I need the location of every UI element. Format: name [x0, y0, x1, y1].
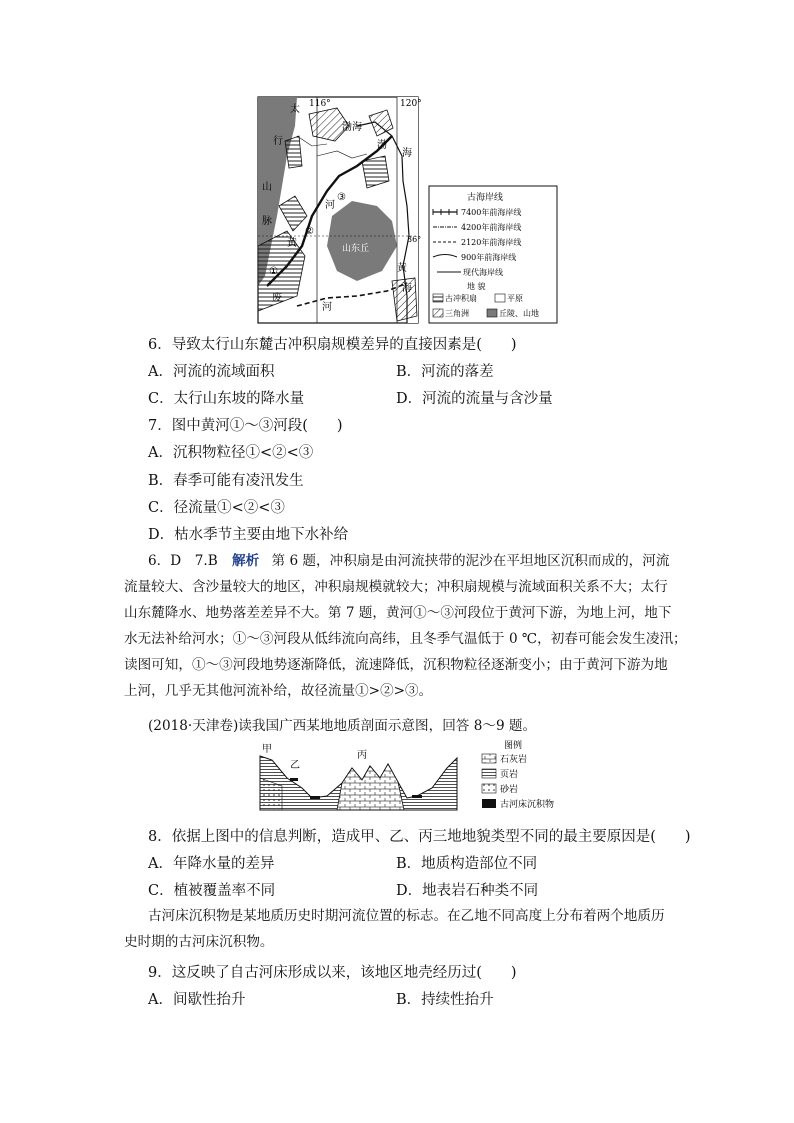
- question-7-stem: 7．图中黄河①～③河段( ): [148, 418, 343, 434]
- question-9-context: [124, 903, 672, 955]
- legend-item: 2120年前海岸线: [461, 238, 522, 247]
- profile-legend-title: 图例: [504, 741, 523, 751]
- question-7-option-b[interactable]: B．春季可能有凌汛发生: [148, 473, 304, 489]
- landform-item: 三角洲: [445, 309, 469, 318]
- place-label: 脉: [262, 216, 272, 227]
- legend-title: 古海岸线: [467, 193, 504, 203]
- question-7-option-a[interactable]: A．沉积物粒径①<②<③: [148, 445, 314, 461]
- place-label: 黄: [397, 263, 407, 274]
- question-8-option-a[interactable]: A．年降水量的差异: [148, 856, 275, 872]
- legend-item: 900年前海岸线: [461, 253, 517, 262]
- question-6-stem: 6．导致太行山东麓古冲积扇规模差异的直接因素是( ): [148, 337, 517, 353]
- river-marker-1: ①: [269, 266, 278, 277]
- profile-legend-item: 页岩: [500, 770, 519, 780]
- place-label: 渤海: [342, 122, 362, 133]
- place-label: 太: [290, 104, 300, 115]
- profile-legend-item: 古河床沉积物: [500, 800, 555, 810]
- lon-label-120: 120°: [400, 99, 422, 109]
- analysis-label: 解析: [232, 553, 260, 569]
- place-label: 海: [402, 283, 412, 294]
- legend-item: 7400年前海岸线: [461, 208, 522, 217]
- river-marker-2: ②: [305, 226, 314, 237]
- profile-label-jia: 甲: [262, 744, 272, 755]
- question-8-stem: 8．依据上图中的信息判断，造成甲、乙、丙三地地貌类型不同的最主要原因是( ): [148, 829, 691, 845]
- place-label: 河: [325, 200, 335, 211]
- profile-legend-item: 石灰岩: [500, 755, 528, 765]
- geology-profile-figure: [252, 738, 582, 816]
- legend-item: 现代海岸线: [463, 268, 503, 277]
- profile-legend-item: 砂岩: [500, 785, 519, 795]
- landform-title: 地 貌: [467, 282, 486, 291]
- question-8-option-d[interactable]: D．地表岩石种类不同: [396, 883, 539, 899]
- geology-map-figure: [257, 96, 561, 328]
- profile-label-bing: 丙: [357, 750, 367, 761]
- context-line: 古河床沉积物是某地质历史时期河流位置的标志。在乙地不同高度上分布着两个地质历: [148, 908, 665, 924]
- landform-item: 古冲积扇: [445, 294, 477, 303]
- question-6-option-b[interactable]: B．河流的落差: [396, 364, 494, 380]
- lat-label-36: 36°: [407, 235, 422, 244]
- landform-item: 丘陵、山地: [499, 309, 539, 318]
- place-label: 废: [272, 293, 282, 304]
- river-marker-3: ③: [337, 192, 346, 203]
- explanation-line: 山东麓降水、地势落差差异不大。第 7 题，黄河①～③河段位于黄河下游，为地上河，地下: [124, 605, 672, 621]
- answer-key: 6．D 7.B: [148, 553, 218, 569]
- section-intro: (2018·天津卷)读我国广西某地地质剖面示意图，回答 8～9 题。: [148, 718, 537, 734]
- explanation-line: 水无法补给河水；①～③河段从低纬流向高纬，且冬季气温低于 0 ℃，初春可能会发生凌汛；: [124, 631, 687, 647]
- question-6-option-a[interactable]: A．河流的流域面积: [148, 364, 275, 380]
- place-label: 黄: [287, 238, 297, 249]
- place-label: 渤: [377, 140, 387, 151]
- explanation-line: 读图可知，①～③河段地势逐渐降低，流速降低，沉积物粒径逐渐变小；由于黄河下游为地: [124, 657, 668, 673]
- landform-item: 平原: [507, 294, 523, 303]
- question-9-option-b[interactable]: B．持续性抬升: [396, 992, 494, 1008]
- question-9-stem: 9．这反映了自古河床形成以来，该地区地壳经历过( ): [148, 965, 517, 981]
- profile-label-yi: 乙: [290, 760, 300, 771]
- question-9-option-a[interactable]: A．间歇性抬升: [148, 992, 246, 1008]
- question-8-option-b[interactable]: B．地质构造部位不同: [396, 856, 538, 872]
- place-label: 山: [262, 182, 272, 193]
- question-7-option-d[interactable]: D．枯水季节主要由地下水补给: [148, 527, 349, 543]
- place-label: 行: [273, 136, 283, 147]
- place-label: 河: [322, 302, 332, 313]
- place-label: 海: [402, 148, 412, 159]
- question-8-option-c[interactable]: C．植被覆盖率不同: [148, 883, 276, 899]
- explanation-line: 上河，几乎无其他河流补给，故径流量①>②>③。: [124, 683, 433, 699]
- lon-label-116: 116°: [309, 99, 331, 109]
- answer-explanation: [124, 548, 687, 704]
- context-line: 史时期的古河床沉积物。: [124, 934, 274, 950]
- explanation-line: 流量较大、含沙量较大的地区，冲积扇规模就较大；冲积扇规模与流域面积关系不大；太行: [124, 579, 668, 595]
- place-label: 山东丘: [342, 244, 370, 254]
- question-6-option-d[interactable]: D．河流的流量与含沙量: [396, 391, 553, 407]
- question-6-option-c[interactable]: C．太行山东坡的降水量: [148, 391, 305, 407]
- question-7-option-c[interactable]: C．径流量①<②<③: [148, 500, 285, 516]
- legend-item: 4200年前海岸线: [461, 223, 522, 232]
- explanation-line: 第 6 题，冲积扇是由河流挟带的泥沙在平坦地区沉积而成的，河流: [271, 553, 670, 569]
